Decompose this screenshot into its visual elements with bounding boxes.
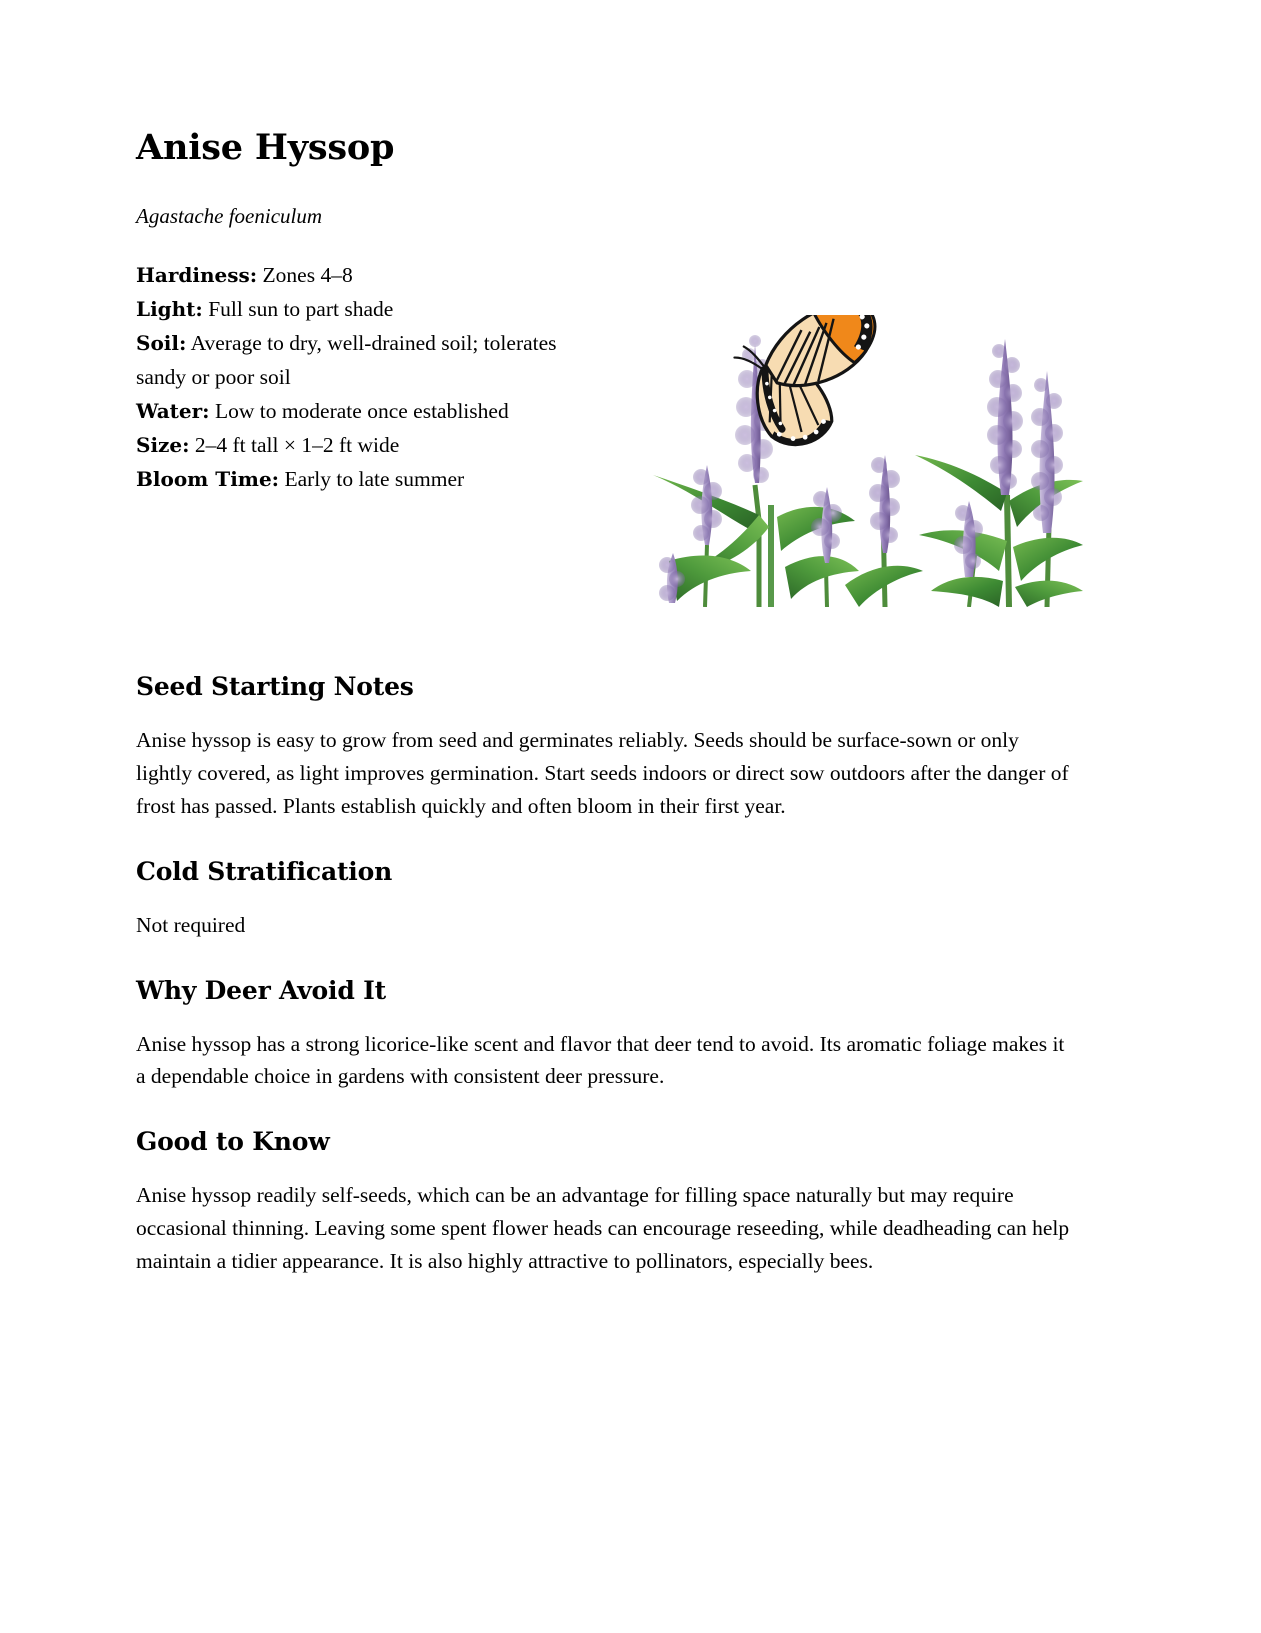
plant-facts-list	[136, 259, 566, 497]
content-sections	[136, 672, 1076, 1304]
fact-item	[136, 463, 566, 497]
section-seed-starting-notes	[136, 672, 1076, 823]
section-body: Anise hyssop has a strong licorice-like scent and flavor that deer tend to avoid. Its aromatic foliage makes it a dependable choice in gardens with consistent deer pressure.	[136, 1031, 1065, 1089]
fact-value: Full sun to part shade	[202, 297, 394, 322]
section-heading: Cold Stratification	[136, 856, 393, 886]
fact-label: Light:	[136, 297, 203, 322]
fact-label: Water:	[136, 399, 210, 424]
fact-item	[136, 429, 566, 463]
botanical-name: Agastache foeniculum	[136, 204, 323, 229]
fact-label: Size:	[136, 433, 190, 458]
fact-label: Hardiness:	[136, 263, 258, 288]
section-heading: Seed Starting Notes	[136, 672, 414, 701]
fact-label: Soil:	[136, 331, 187, 356]
page-title: Anise Hyssop	[136, 127, 395, 168]
fact-item	[136, 327, 566, 395]
fact-value: 2–4 ft tall × 1–2 ft wide	[189, 433, 400, 458]
fact-label: Bloom Time:	[136, 467, 280, 492]
section-body: Anise hyssop is easy to grow from seed and germinates reliably. Seeds should be surface-sown or only lightly covered, as light improves germination. Start seeds indoors or direct sow outdoors after the danger of frost has passed. Plants establish quickly and often bloom in their first year.	[136, 728, 1069, 818]
fact-item	[136, 293, 566, 327]
section-good-to-know	[136, 1127, 1076, 1278]
fact-value: Average to dry, well-drained soil; tolerates sandy or poor soil	[136, 331, 557, 390]
section-cold-stratification	[136, 857, 1076, 942]
section-body: Anise hyssop readily self-seeds, which can be an advantage for filling space naturally but may require occasional thinning. Leaving some spent flower heads can encourage reseeding, while deadheading can help maintain a tidier appearance. It is also highly attractive to pollinators, especially bees.	[136, 1183, 1070, 1274]
fact-item	[136, 395, 566, 429]
fact-value: Low to moderate once established	[209, 399, 509, 424]
plant-photo-illustration	[609, 315, 1083, 607]
section-heading: Why Deer Avoid It	[136, 975, 386, 1005]
section-heading: Good to Know	[136, 1127, 330, 1157]
fact-item	[136, 259, 566, 293]
plant-photo	[609, 315, 1083, 607]
section-why-deer-avoid-it	[136, 976, 1076, 1094]
fact-value: Zones 4–8	[257, 263, 353, 288]
section-body: Not required	[136, 912, 246, 937]
fact-value: Early to late summer	[279, 467, 465, 492]
